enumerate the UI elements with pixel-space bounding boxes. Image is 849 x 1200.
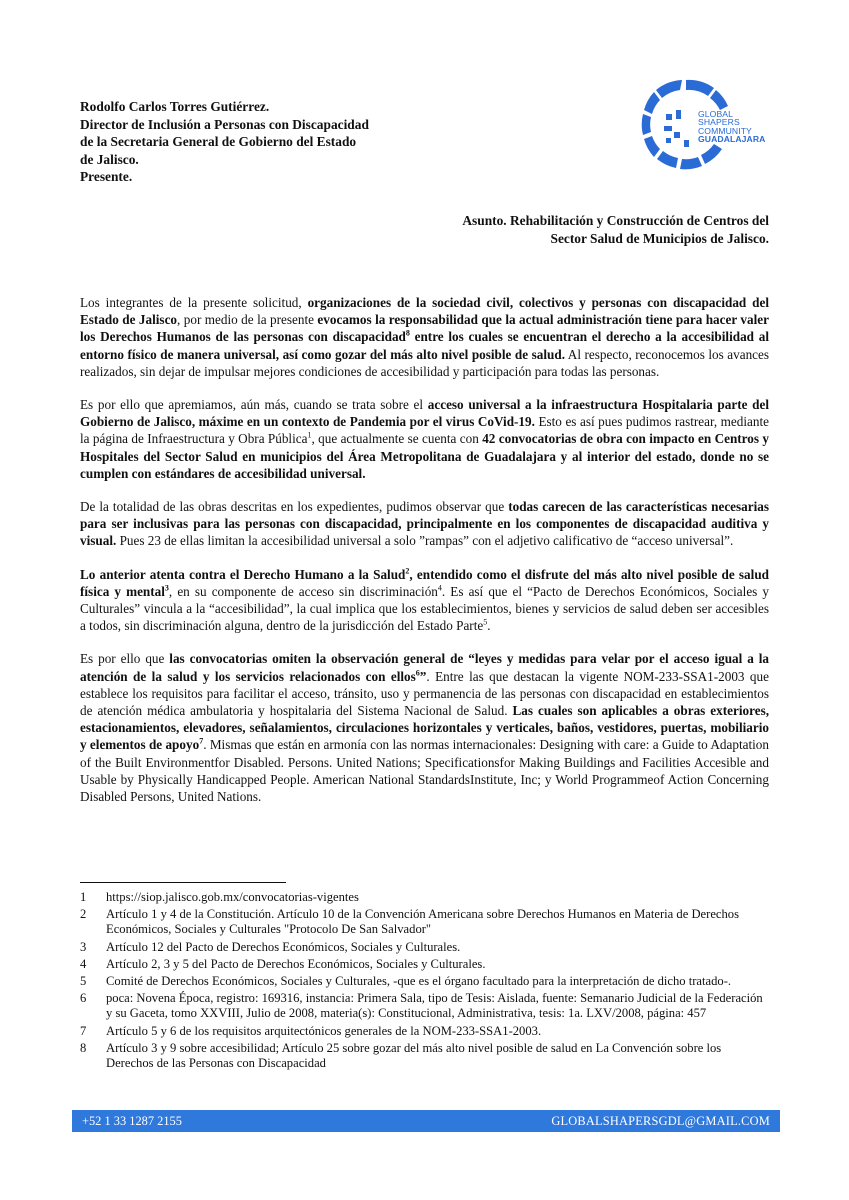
addressee-title: Director de Inclusión a Personas con Discapacidad bbox=[80, 116, 369, 132]
footnote-4: 4 Artículo 2, 3 y 5 del Pacto de Derechos Económicos, Sociales y Culturales. bbox=[80, 956, 486, 971]
footnote-5: 5 Comité de Derechos Económicos, Sociales y Culturales, -que es el órgano facultado para la interpretación de dicho tratado-. bbox=[80, 974, 732, 989]
subject-line: Asunto. Rehabilitación y Construcción de Centros del Sector Salud de Municipios de Jalisco. bbox=[462, 213, 769, 246]
footnote-6: 6 poca: Novena Época, registro: 169316, instancia: Primera Sala, tipo de Tesis: Aislada, fuente: Semanario Judicial de la Federación y su Gaceta, tomo XXVIII, Julio de 2008, materia(s): Constitucional, Administrativa, tesis: 1a. LXV/2008, página: 457 bbox=[80, 991, 763, 1021]
addressee-organization: de la Secretaria General de Gobierno del Estado bbox=[80, 134, 357, 150]
footer-phone[interactable]: +52 1 33 1287 2155 bbox=[82, 1114, 182, 1128]
global-shapers-logo bbox=[636, 74, 776, 174]
paragraph-3: De la totalidad de las obras descritas en los expedientes, pudimos observar que todas carecen de las características necesarias para ser inclusivas para las personas con discapacidad, principalmente en los componentes de discapacidad auditiva y visual. Pues 23 de ellas limitan la accesibilidad universal a solo ”rampas” con el adjetivo calificativo de “acceso universal”. bbox=[80, 499, 770, 549]
footer-email[interactable]: GLOBALSHAPERSGDL@GMAIL.COM bbox=[551, 1114, 770, 1128]
footer-bar bbox=[72, 1110, 780, 1132]
footnote-3: 3 Artículo 12 del Pacto de Derechos Económicos, Sociales y Culturales. bbox=[80, 939, 461, 954]
addressee-block bbox=[80, 98, 440, 186]
addressee-state: de Jalisco. bbox=[80, 151, 139, 167]
footnote-1: 1 https://siop.jalisco.gob.mx/convocatorias-vigentes bbox=[80, 890, 769, 905]
paragraph-2: Es por ello que apremiamos, aún más, cuando se trata sobre el acceso universal a la infraestructura Hospitalaria parte del Gobierno de Jalisco, máxime en un contexto de Pandemia por el virus CoVid-19. Esto es así pues pudimos rastrear, mediante la página de Infraestructura y Obra Pública$^1$, que actualmente se cuenta con 42 convocatorias de obra con impacto en Centros y Hospitales del Sector Salud en municipios del Área Metropolitana de Guadalajara y al interior del estado, donde no se cumplen con estándares de accesibilidad universal. bbox=[80, 397, 769, 481]
footnote-7: 7 Artículo 5 y 6 de los requisitos arquitectónicos generales de la NOM-233-SSA1-2003. bbox=[80, 1023, 542, 1038]
paragraph-1: Los integrantes de la presente solicitud, organizaciones de la sociedad civil, colectivos y personas con discapacidad del Estado de Jalisco, por medio de la presente evocamos la responsabilidad que la actual administración tiene para hacer valer los Derechos Humanos de las personas con discapacidad$^8$ entre los cuales se encuentran el derecho a la accesibilidad al entorno físico de manera universal, así como gozar del más alto nivel posible de salud. Al respecto, reconocemos los avances realizados, sin dejar de impulsar mejores condiciones de accesibilidad y participación para todas las personas. bbox=[80, 295, 769, 379]
addressee-presente: Presente. bbox=[80, 169, 133, 185]
paragraph-5: Es por ello que las convocatorias omiten la observación general de “leyes y medidas para velar por el acceso igual a la atención de la salud y los servicios relacionados con ellos$^6$”. Entre las que destacan la vigente NOM-233-SSA1-2003 que establece los requisitos para facilitar el acceso, tránsito, uso y permanencia de las personas con discapacidad en establecimientos de atención médica ambulatoria y hospitalaria del Sistema Nacional de Salud. Las cuales son aplicables a obras exteriores, estacionamientos, elevadores, señalamientos, circulaciones horizontales y verticales, baños, vestidores, puertas, mobiliario y elementos de apoyo$^7$. Mismas que están en armonía con las normas internacionales: Designing with care: a Guide to Adaptation of the Built Environmentfor Disabled. Persons. United Nations; Specificationsfor Making Buildings and Facilities Accesible and Usable by Physically Handicapped People. American National StandardsInstitute, Inc; y World Programmeof Action Concerning Disabled Persons, United Nations. bbox=[80, 651, 769, 805]
letter-body bbox=[80, 294, 769, 821]
paragraph-4: Lo anterior atenta contra el Derecho Humano a la Salud$^2$, entendido como el disfrute del más alto nivel posible de salud física y mental$^3$, en su componente de acceso sin discriminación$^4$. Es así que el “Pacto de Derechos Económicos, Sociales y Culturales” vincula a la “accesibilidad”, la cual implica que los establecimientos, bienes y servicios de salud deben ser accesibles a todos, sin discriminación alguna, dentro de la jurisdicción del Estado Parte$^5$. bbox=[80, 566, 769, 634]
footnote-link[interactable]: https://siop.jalisco.gob.mx/convocatorias-vigentes bbox=[106, 890, 359, 904]
footnote-2: 2 Artículo 1 y 4 de la Constitución. Artículo 10 de la Convención Americana sobre Derechos Humanos en Materia de Derechos Económicos, Sociales y Culturales "Protocolo De San Salvador" bbox=[80, 907, 740, 937]
footnote-8: 8 Artículo 3 y 9 sobre accesibilidad; Artículo 25 sobre gozar del más alto nivel posible de salud en La Convención sobre los Derechos de las Personas con Discapacidad bbox=[80, 1040, 722, 1071]
logo-wordmark: GLOBAL SHAPERS COMMUNITY GUADALAJARA bbox=[698, 109, 766, 145]
footnote-separator bbox=[80, 882, 286, 883]
footnotes bbox=[80, 890, 769, 1073]
addressee-name: Rodolfo Carlos Torres Gutiérrez. bbox=[80, 99, 270, 114]
